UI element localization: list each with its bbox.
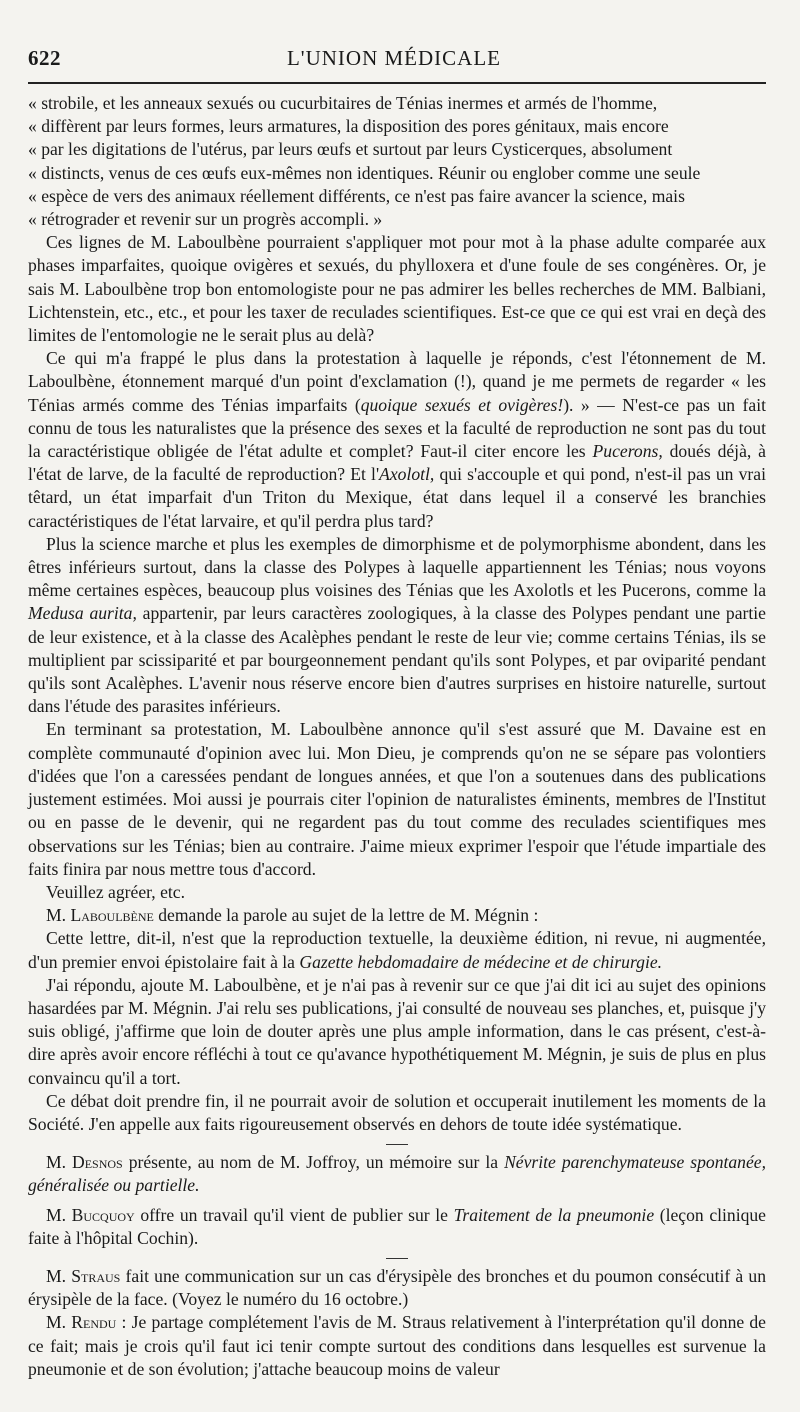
- paragraph: M. Bucquoy offre un travail qu'il vient de publier sur le Traitement de la pneumonie (leçon clinique faite à l'hôpital Cochin).: [28, 1204, 766, 1248]
- paragraph: Ces lignes de M. Laboulbène pourraient s'appliquer mot pour mot à la phase adulte comparée aux phases imparfaites, quoique ovigères et sexués, du phylloxera et d'une foule de ses congénères. Or, je sais M. Laboulbène trop bon entomologiste pour ne pas admirer les belles recherches de MM. Balbiani, Lichtenstein, etc., etc., et pour les taxer de reculades scientifiques. Est-ce que ce qui est vrai en deçà des limites de l'entomologie ne le serait plus au delà?: [28, 232, 766, 346]
- page-number: 622: [28, 46, 61, 70]
- article-body: [28, 92, 766, 1381]
- paragraph: Plus la science marche et plus les exemples de dimorphisme et de polymorphisme abondent, dans les êtres inférieurs surtout, dans la classe des Polypes à laquelle appartiennent les Ténias; nous voyons même certaines espèces, beaucoup plus voisines des Ténias que les Axolotls et les Pucerons, comme la Medusa aurita, appartenir, par leurs caractères zoologiques, à la classe des Polypes pendant une partie de leur existence, et à la classe des Acalèphes pendant le reste de leur vie; comme certains Ténias, ils se multiplient par scissiparité et par bourgeonnement pendant qu'ils sont Polypes, et par oviparité pendant qu'ils sont Acalèphes. L'avenir nous réserve encore bien d'autres surprises en histoire naturelle, surtout dans l'étude des parasites inférieurs.: [28, 533, 766, 717]
- quote-line: « espèce de vers des animaux réellement différents, ce n'est pas faire avancer la science, mais: [28, 185, 685, 206]
- section-separator: [386, 1258, 408, 1259]
- speaker-name: M. Desnos: [46, 1152, 123, 1173]
- paragraph: En terminant sa protestation, M. Laboulbène annonce qu'il s'est assuré que M. Davaine est en complète communauté d'opinion avec lui. Mon Dieu, je comprends qu'on ne se sépare pas volontiers d'idées que l'on a caressées pendant de longues années, et que l'on a soutenues dans des publications justement estimées. Moi aussi je pourrais citer l'opinion de naturalistes éminents, membres de l'Institut ou en passe de le devenir, qui ne regardent pas du tout comme des reculades scientifiques mes observations sur les Ténias; bien au contraire. J'aime mieux exprimer l'espoir que l'étude impartiale des faits finira par nous mettre tous d'accord.: [28, 719, 766, 879]
- paragraph: M. Desnos présente, au nom de M. Joffroy, un mémoire sur la Névrite parenchymateuse spontanée, généralisée ou partielle.: [28, 1152, 766, 1196]
- closing-formula: Veuillez agréer, etc.: [46, 881, 185, 902]
- speaker-name: M. Bucquoy: [46, 1204, 135, 1225]
- header-rule: [28, 82, 766, 84]
- paragraph: M. Straus fait une communication sur un cas d'érysipèle des bronches et du poumon consécutif à un érysipèle de la face. (Voyez le numéro du 16 octobre.): [28, 1265, 766, 1310]
- speaker-name: M. Straus: [46, 1265, 121, 1286]
- speaker-name: M. Laboulbène: [46, 905, 154, 926]
- running-title: L'UNION MÉDICALE: [286, 46, 501, 70]
- section-separator: [386, 1144, 408, 1145]
- paragraph: M. Rendu : Je partage complétement l'avis de M. Straus relativement à l'interprétation qu'il donne de ce fait; mais je crois qu'il faut ici tenir compte surtout des conditions dans lesquelles est survenue la pneumonie et de son évolution; j'attache beaucoup moins de valeur: [28, 1312, 766, 1379]
- quote-line: « strobile, et les anneaux sexués ou cucurbitaires de Ténias inermes et armés de l'homme,: [28, 93, 658, 113]
- speaker-name: M. Rendu: [46, 1312, 117, 1333]
- paragraph: Cette lettre, dit-il, n'est que la reproduction textuelle, la deuxième édition, ni revue, ni augmentée, d'un premier envoi épistolaire fait à la Gazette hebdomadaire de médecine et de chirurgie.: [28, 928, 766, 972]
- page-header: [28, 46, 760, 80]
- paragraph: Ce débat doit prendre fin, il ne pourrait avoir de solution et occuperait inutilement les moments de la Société. J'en appelle aux faits rigoureusement observés en dehors de toute idée systématique.: [28, 1090, 766, 1134]
- quote-line: « diffèrent par leurs formes, leurs armatures, la disposition des pores génitaux, mais encore: [28, 116, 669, 137]
- quote-line: « distincts, venus de ces œufs eux-mêmes non identiques. Réunir ou englober comme une seule: [28, 162, 701, 183]
- quote-line: « rétrograder et revenir sur un progrès accompli. »: [28, 209, 383, 230]
- paragraph: J'ai répondu, ajoute M. Laboulbène, et je n'ai pas à revenir sur ce que j'ai dit ici au sujet des opinions hasardées par M. Mégnin. J'ai relu ses publications, j'ai consulté de nouveau ses planches, et, puisque j'y suis obligé, j'affirme que loin de douter après une plus ample information, dans le cas présent, c'est-à-dire après avoir encore réfléchi à tout ce qu'avance hypothétiquement M. Mégnin, je suis de plus en plus convaincu qu'il a tort.: [28, 974, 766, 1088]
- quote-line: « par les digitations de l'utérus, par leurs œufs et surtout par leurs Cysticerques, absolument: [28, 139, 673, 160]
- paragraph: Ce qui m'a frappé le plus dans la protestation à laquelle je réponds, c'est l'étonnement de M. Laboulbène, étonnement marqué d'un point d'exclamation (!), quand je me permets de regarder « les Ténias armés comme des Ténias imparfaits (quoique sexués et ovigères!). » — N'est-ce pas un fait connu de tous les naturalistes que la présence des sexes et la faculté de reproduction ne sont pas du tout la caractéristique obligée de l'état adulte et complet? Faut-il citer encore les Pucerons, doués déjà, à l'état de larve, de la faculté de reproduction? Et l'Axolotl, qui s'accouple et qui pond, n'est-il pas un vrai têtard, un état imparfait d'un Triton du Mexique, état dans lequel il a conservé les branchies caractéristiques de l'état larvaire, et qu'il perdra plus tard?: [28, 348, 766, 531]
- paragraph: M. Laboulbène demande la parole au sujet de la lettre de M. Mégnin :: [46, 905, 539, 926]
- quoted-passage: [28, 92, 766, 231]
